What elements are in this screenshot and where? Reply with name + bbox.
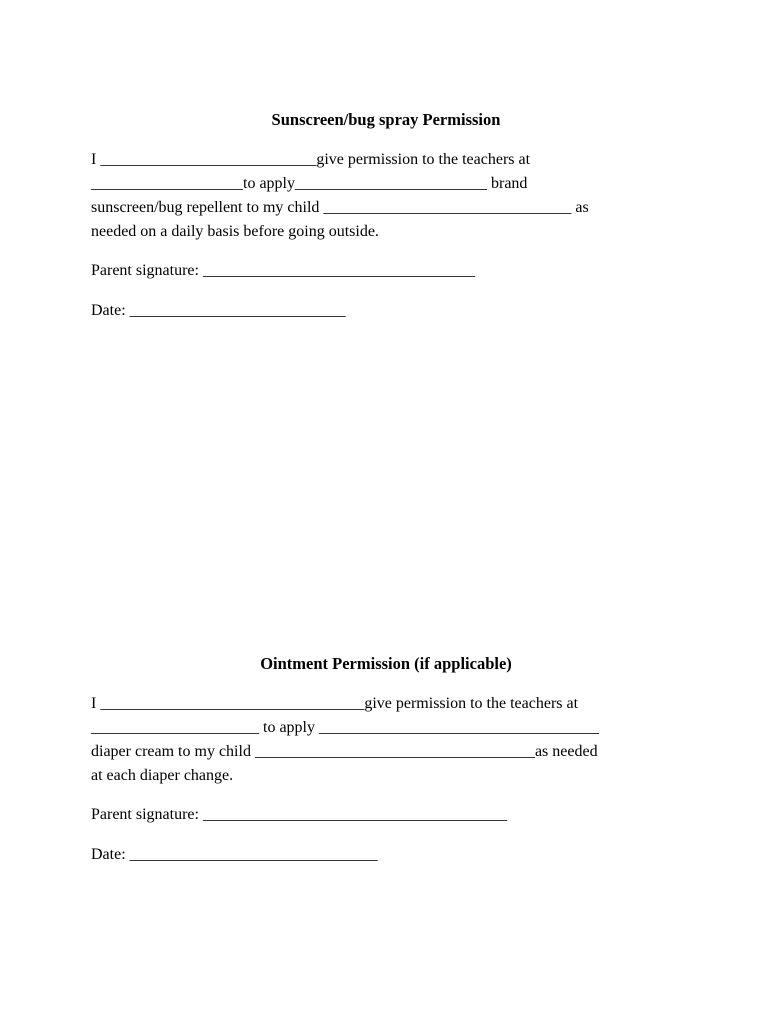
sunscreen-line-4: needed on a daily basis before going outside. bbox=[91, 223, 379, 240]
sunscreen-parent-signature-field[interactable]: Parent signature: __________________________________ bbox=[91, 262, 475, 279]
sunscreen-line-1: I ___________________________give permission to the teachers at bbox=[91, 151, 531, 168]
sunscreen-permission-paragraph bbox=[91, 148, 691, 244]
sunscreen-section-title: Sunscreen/bug spray Permission bbox=[271, 110, 501, 129]
ointment-line-2: _____________________ to apply ___________________________________ bbox=[91, 719, 599, 736]
ointment-permission-section bbox=[91, 654, 691, 867]
ointment-section-title: Ointment Permission (if applicable) bbox=[260, 654, 512, 673]
ointment-line-4: at each diaper change. bbox=[91, 767, 234, 784]
ointment-line-1: I _________________________________give permission to the teachers at bbox=[91, 695, 579, 712]
ointment-permission-paragraph bbox=[91, 692, 691, 788]
sunscreen-permission-section bbox=[91, 110, 691, 323]
sunscreen-line-2: ___________________to apply________________________ brand bbox=[91, 175, 528, 192]
ointment-parent-signature-field[interactable]: Parent signature: ______________________________________ bbox=[91, 806, 507, 823]
ointment-date-field[interactable]: Date: _______________________________ bbox=[91, 846, 378, 863]
ointment-line-3: diaper cream to my child ___________________________________as needed bbox=[91, 743, 598, 760]
sunscreen-line-3: sunscreen/bug repellent to my child _______________________________ as bbox=[91, 199, 589, 216]
sunscreen-date-field[interactable]: Date: ___________________________ bbox=[91, 302, 346, 319]
